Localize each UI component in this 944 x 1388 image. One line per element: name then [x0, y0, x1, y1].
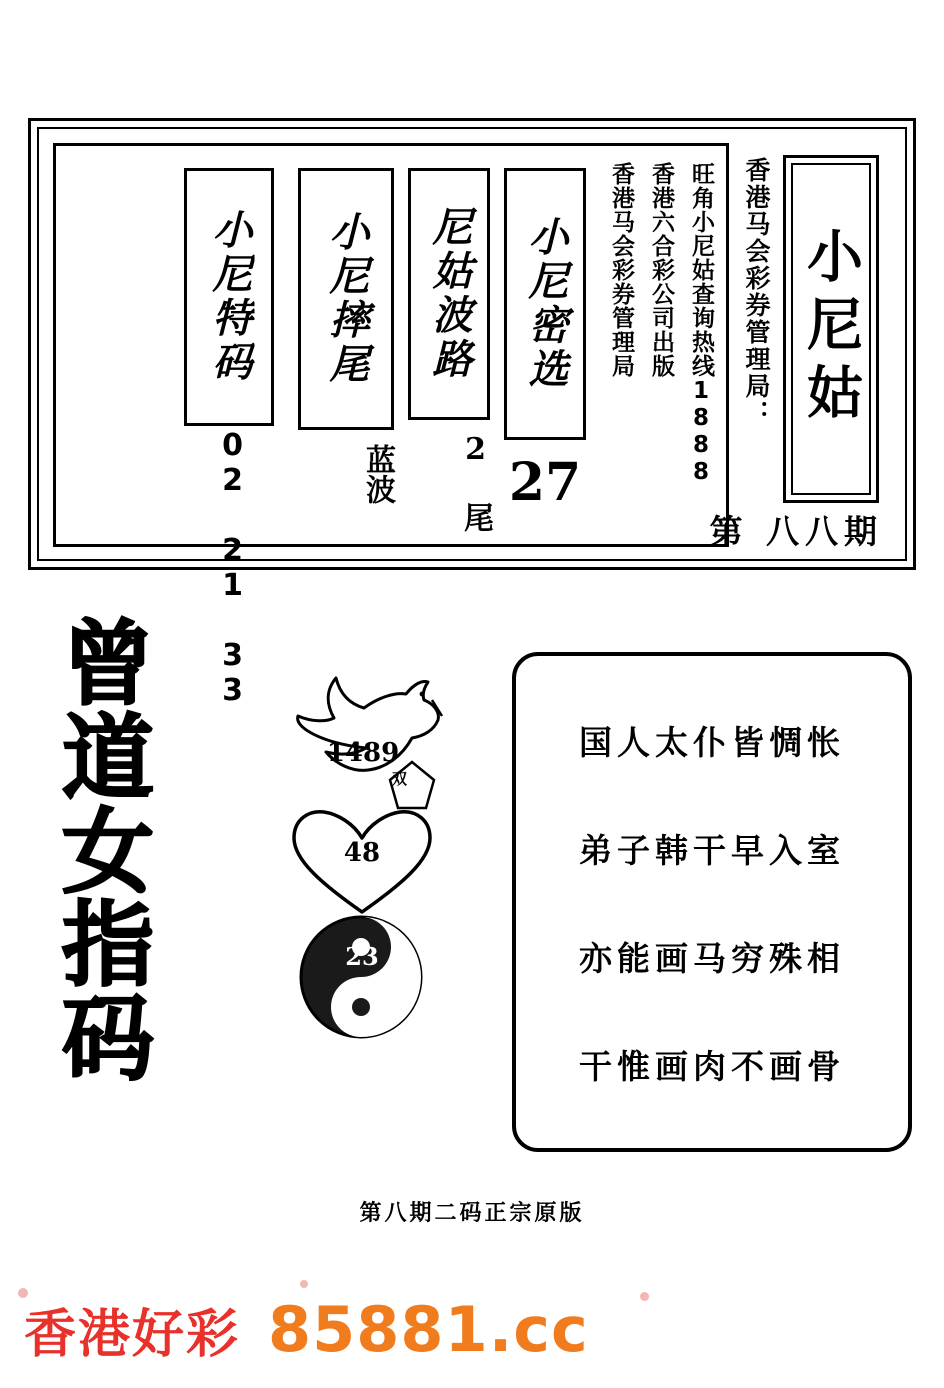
page-title-char-3: 女	[62, 797, 155, 906]
brand-box	[783, 155, 879, 503]
bureau-text: 香港马会彩券管理局	[608, 162, 634, 378]
result-label-tail: 小尼摔尾	[323, 211, 370, 387]
poem-panel	[512, 652, 912, 1152]
result-cell-picks	[504, 168, 586, 440]
lottery-header-panel-inner	[37, 127, 907, 708]
result-value-special-code: 27	[508, 452, 582, 513]
heart-number: 48	[343, 838, 381, 868]
poem-line-2: 弟子韩干早入室	[579, 830, 845, 870]
poem-line-3: 亦能画马穷殊相	[579, 938, 845, 978]
speck-decoration	[640, 1292, 649, 1301]
footer-bar	[0, 1270, 944, 1388]
results-frame	[53, 143, 729, 708]
result-cell-wave	[408, 168, 490, 420]
result-value-picks	[182, 428, 282, 716]
issue-number: 第 八八期	[709, 512, 883, 551]
bureau-label-right: 香港马会彩券管理局：	[742, 157, 771, 427]
brand-box-inner	[791, 163, 871, 495]
dove-number: 1489	[326, 738, 400, 768]
yin-yang-icon	[296, 912, 426, 1042]
result-label-special-code: 小尼特码	[206, 209, 253, 385]
publisher-text: 香港六合彩公司出版	[648, 162, 674, 378]
edition-caption: 第八期二码正宗原版	[359, 1200, 585, 1226]
footer-site-name: 香港好彩	[24, 1304, 241, 1365]
double-badge-label: 双	[392, 770, 408, 788]
footer-url[interactable]: 85881.cc	[268, 1292, 589, 1366]
result-label-wave: 尼姑波路	[426, 206, 473, 382]
result-cell-tail	[298, 168, 394, 430]
picks-numbers: 02 21 33	[215, 428, 250, 708]
page-title-char-5: 码	[62, 985, 155, 1094]
symbol-column	[282, 650, 482, 1070]
speck-decoration	[18, 1288, 28, 1298]
poem-line-1: 国人太仆皆惆怅	[579, 722, 845, 762]
hotline-text: 旺角小尼姑查询热线1888	[688, 162, 714, 486]
brand-title: 小尼姑	[798, 227, 864, 431]
result-cell-special-code	[184, 168, 274, 426]
page-title	[62, 610, 155, 1094]
yin-yang-number: 23	[345, 942, 379, 971]
result-value-tail: 2 尾	[458, 432, 493, 532]
page-title-char-1: 曾	[62, 610, 155, 718]
page-title-char-2: 道	[62, 703, 155, 812]
result-value-wave: 蓝波	[360, 444, 395, 504]
page-title-char-4: 指	[62, 891, 155, 1000]
speck-decoration	[300, 1280, 308, 1288]
result-label-picks: 小尼密选	[522, 216, 569, 392]
poem-line-4: 干惟画肉不画骨	[579, 1046, 845, 1086]
lottery-header-panel	[28, 118, 916, 708]
